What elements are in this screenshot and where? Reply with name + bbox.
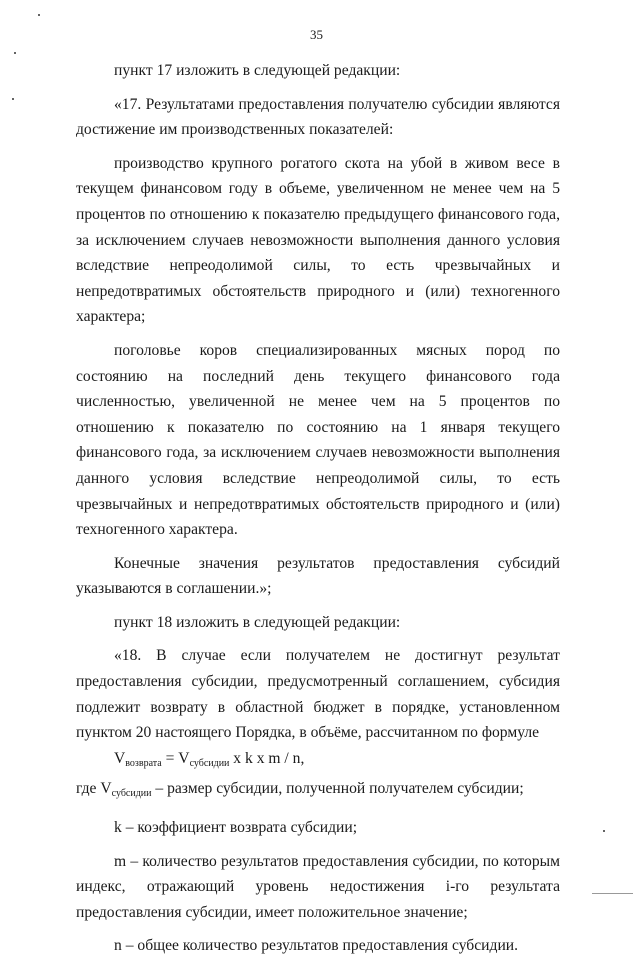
formula-left-var: V — [114, 749, 126, 767]
formula-rest: x k x m / n, — [229, 749, 305, 767]
paragraph-18: «18. В случае если получателем не достигнут результат предоставления субсидии, предусмотренный соглашением, субсидия подлежит возврату в областной бюджет в порядке, установленном пунктом 20 настоящего Порядка, в объёме, рассчитанном по формуле — [76, 647, 560, 742]
scan-edge-line — [592, 893, 633, 894]
definition-where-text: – размер субсидии, полученной получателем субсидии; — [151, 780, 524, 798]
definition-where-sub: субсидии — [111, 788, 152, 800]
paragraph-intro-17: пункт 17 изложить в следующей редакции: — [114, 62, 401, 79]
paragraph-cow-livestock: поголовье коров специализированных мясных пород по состоянию на последний день текущего финансового года численностью, увеличенной не менее чем на 5 процентов по отношению к показателю по состоянию на 1 января текущего финансового года, за исключением случаев невозможности выполнения данного условия вследствие непреодолимой силы, то есть чрезвычайных и непредотвратимых обстоятельств природного и (или) техногенного характера. — [76, 341, 560, 539]
scan-speck — [38, 14, 40, 16]
scan-speck — [12, 98, 14, 100]
definition-m: m – количество результатов предоставления субсидии, по которым индекс, отражающий уровень недостижения i-го результата предоставления субсидии, имеет положительное значение; — [76, 852, 560, 921]
paragraph-final-values: Конечные значения результатов предоставления субсидий указываются в соглашении.»; — [76, 554, 560, 598]
formula — [76, 746, 560, 777]
scan-speck — [603, 830, 605, 832]
page-number: 35 — [310, 27, 323, 42]
formula-equals: = — [161, 749, 179, 767]
paragraph-cattle-production: производство крупного рогатого скота на убой в живом весе в текущем финансовом году в объеме, увеличенном не менее чем на 5 процентов по отношению к показателю предыдущего финансового года, за исключением случаев невозможности выполнения данного условия вследствие непреодолимой силы, то есть чрезвычайных и непредотвратимых обстоятельств природного и (или) техногенного характера; — [76, 154, 560, 326]
scan-speck — [14, 52, 16, 54]
formula-left-sub: возврата — [125, 757, 162, 769]
paragraph-17: «17. Результатами предоставления получателю субсидии являются достижение им производственных показателей: — [76, 95, 560, 139]
definition-where-prefix: где V — [76, 780, 112, 798]
paragraph-intro-18: пункт 18 изложить в следующей редакции: — [114, 613, 401, 631]
formula-right-var: V — [178, 749, 190, 767]
definition-n: n – общее количество результатов предоставления субсидии. — [114, 937, 519, 955]
definition-where — [76, 776, 560, 807]
definition-k: k – коэффициент возврата субсидии; — [114, 819, 358, 837]
document-body — [76, 58, 560, 959]
formula-right-sub: субсидии — [189, 757, 230, 769]
